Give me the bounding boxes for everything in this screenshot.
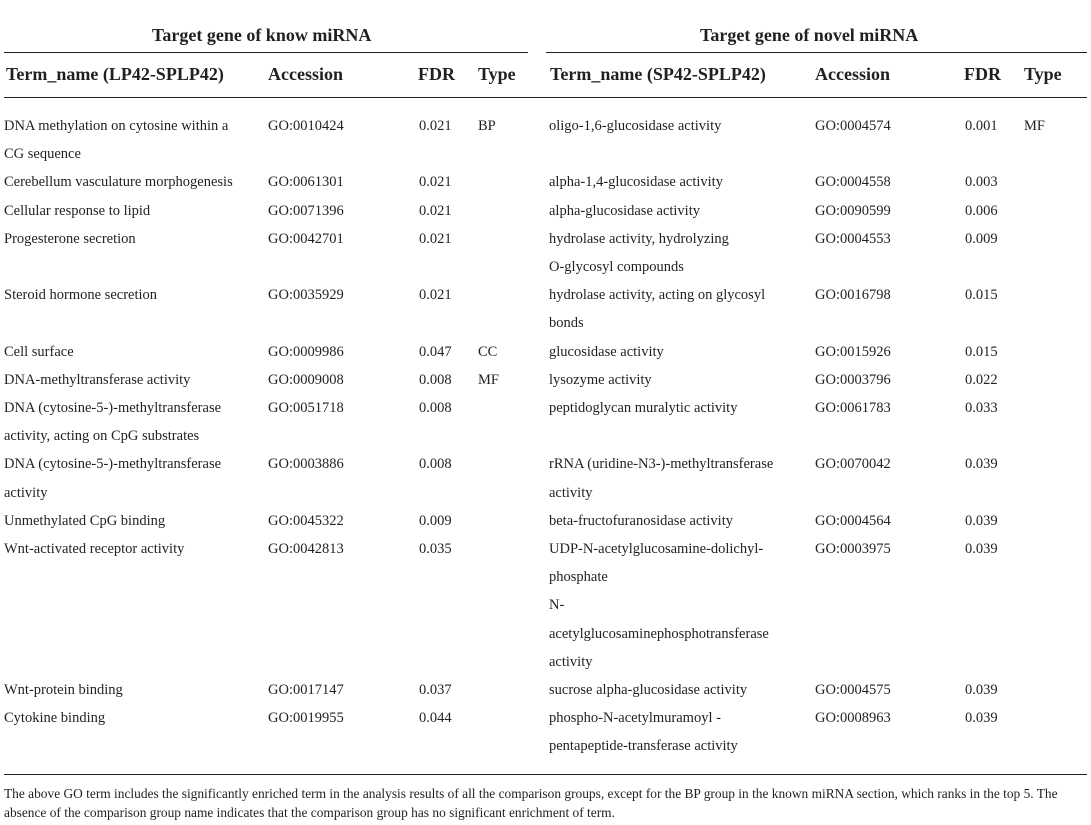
- cell-r-acc: GO:0061783: [815, 400, 891, 416]
- cell-l-fdr: 0.008: [419, 371, 452, 388]
- cell-l-acc: GO:0035929: [268, 287, 344, 304]
- cell-r-fdr: 0.003: [965, 174, 998, 191]
- cell-r-term: activity: [549, 484, 593, 501]
- cell-r-term: activity: [549, 653, 593, 670]
- cell-r-acc: GO:0008963: [815, 710, 891, 727]
- cell-l-fdr: 0.021: [419, 230, 452, 247]
- cell-r-term: phospho-N-acetylmuramoyl -: [549, 710, 721, 727]
- cell-r-fdr: 0.039: [965, 541, 998, 557]
- cell-l-term: DNA methylation on cytosine within a: [4, 118, 229, 134]
- cell-r-fdr: 0.039: [965, 512, 998, 529]
- cell-r-term: alpha-1,4-glucosidase activity: [549, 174, 723, 191]
- cell-r-acc: GO:0004558: [815, 174, 891, 191]
- cell-l-fdr: 0.021: [419, 118, 452, 134]
- cell-r-acc: GO:0016798: [815, 287, 891, 304]
- cell-r-term: oligo-1,6-glucosidase activity: [549, 118, 722, 134]
- cell-r-fdr: 0.039: [965, 710, 998, 727]
- cell-l-fdr: 0.021: [419, 174, 452, 191]
- cell-l-term: CG sequence: [4, 146, 81, 163]
- cell-r-acc: GO:0090599: [815, 202, 891, 219]
- cell-r-acc: GO:0070042: [815, 456, 891, 473]
- cell-l-acc: GO:0045322: [268, 512, 344, 529]
- cell-r-term: hydrolase activity, hydrolyzing: [549, 230, 729, 247]
- cell-l-fdr: 0.044: [419, 710, 452, 727]
- cell-r-term: hydrolase activity, acting on glycosyl: [549, 287, 766, 304]
- cell-l-term: DNA (cytosine-5-)-methyltransferase: [4, 400, 222, 416]
- cell-r-term: UDP-N-acetylglucosamine-dolichyl-: [549, 541, 764, 557]
- cell-r-term: alpha-glucosidase activity: [549, 202, 700, 219]
- cell-r-acc: GO:0004564: [815, 512, 891, 529]
- cell-r-term: glucosidase activity: [549, 343, 664, 360]
- cell-l-term: Cellular response to lipid: [4, 202, 151, 219]
- cell-l-term: Cytokine binding: [4, 710, 106, 727]
- group-title-known-mirna: Target gene of know miRNA: [152, 25, 372, 45]
- cell-r-fdr: 0.039: [965, 456, 998, 473]
- cell-r-fdr: 0.015: [965, 287, 998, 304]
- bottom-rule: [4, 774, 1087, 775]
- cell-l-term: Progesterone secretion: [4, 230, 136, 247]
- cell-r-fdr: 0.009: [965, 230, 998, 247]
- cell-l-term: DNA (cytosine-5-)-methyltransferase: [4, 456, 222, 473]
- cell-r-term: acetylglucosaminephosphotransferase: [549, 625, 769, 642]
- header-accession-left: Accession: [268, 64, 343, 84]
- cell-l-acc: GO:0042813: [268, 541, 344, 557]
- header-type-left: Type: [478, 64, 516, 84]
- group-rule-right: [546, 52, 1087, 53]
- cell-l-term: Wnt-activated receptor activity: [4, 541, 185, 557]
- cell-l-fdr: 0.021: [419, 287, 452, 304]
- cell-l-type: CC: [478, 343, 498, 360]
- header-type-right: Type: [1024, 64, 1062, 84]
- cell-r-term: pentapeptide-transferase activity: [549, 738, 738, 755]
- cell-r-acc: GO:0004574: [815, 118, 891, 134]
- cell-r-type: MF: [1024, 118, 1045, 134]
- cell-r-acc: GO:0004575: [815, 682, 891, 698]
- cell-l-type: BP: [478, 118, 496, 134]
- cell-l-fdr: 0.021: [419, 202, 452, 219]
- cell-r-acc: GO:0004553: [815, 230, 891, 247]
- cell-l-acc: GO:0010424: [268, 118, 344, 134]
- table-footnote: The above GO term includes the significantly enriched term in the analysis results of all the comparison groups, except for the BP group in the known miRNA section, which ranks in the top 5. The absence of the comparison group name indicates that the comparison group has no significant enrichment of term.: [4, 786, 1058, 820]
- cell-l-fdr: 0.008: [419, 400, 452, 416]
- cell-r-fdr: 0.001: [965, 118, 998, 134]
- cell-r-acc: GO:0003975: [815, 541, 891, 557]
- cell-r-term: lysozyme activity: [549, 371, 652, 388]
- cell-l-fdr: 0.047: [419, 343, 452, 360]
- cell-l-acc: GO:0051718: [268, 400, 344, 416]
- header-rule: [4, 97, 1087, 98]
- cell-r-term: bonds: [549, 315, 584, 332]
- cell-l-acc: GO:0042701: [268, 230, 344, 247]
- cell-l-type: MF: [478, 371, 499, 388]
- cell-l-acc: GO:0009008: [268, 371, 344, 388]
- cell-l-term: activity: [4, 484, 48, 501]
- cell-r-term: sucrose alpha-glucosidase activity: [549, 682, 748, 698]
- header-term-left: Term_name (LP42-SPLP42): [6, 64, 224, 84]
- group-rule-left: [4, 52, 528, 53]
- header-accession-right: Accession: [815, 64, 890, 84]
- cell-r-term: O-glycosyl compounds: [549, 259, 684, 275]
- cell-l-fdr: 0.037: [419, 682, 452, 698]
- cell-l-acc: GO:0061301: [268, 174, 344, 191]
- cell-r-fdr: 0.022: [965, 371, 998, 388]
- cell-l-acc: GO:0017147: [268, 682, 344, 698]
- cell-r-term: N-: [549, 597, 565, 614]
- cell-l-fdr: 0.035: [419, 541, 452, 557]
- header-fdr-right: FDR: [964, 64, 1001, 84]
- cell-l-acc: GO:0019955: [268, 710, 344, 727]
- group-title-novel-mirna: Target gene of novel miRNA: [700, 25, 919, 45]
- cell-r-term: rRNA (uridine-N3-)-methyltransferase: [549, 456, 774, 473]
- cell-l-acc: GO:0003886: [268, 456, 344, 473]
- cell-l-term: Unmethylated CpG binding: [4, 512, 166, 529]
- cell-r-fdr: 0.033: [965, 400, 998, 416]
- cell-l-fdr: 0.009: [419, 512, 452, 529]
- cell-l-term: Cell surface: [4, 343, 74, 360]
- cell-l-acc: GO:0009986: [268, 343, 344, 360]
- cell-r-acc: GO:0015926: [815, 343, 891, 360]
- cell-r-term: phosphate: [549, 569, 608, 586]
- cell-r-term: beta-fructofuranosidase activity: [549, 512, 733, 529]
- cell-l-term: Steroid hormone secretion: [4, 287, 158, 304]
- cell-l-acc: GO:0071396: [268, 202, 344, 219]
- cell-l-term: activity, acting on CpG substrates: [4, 428, 200, 445]
- cell-l-term: Wnt-protein binding: [4, 682, 123, 698]
- cell-r-acc: GO:0003796: [815, 371, 891, 388]
- cell-l-term: DNA-methyltransferase activity: [4, 371, 191, 388]
- cell-r-fdr: 0.006: [965, 202, 998, 219]
- cell-l-term: Cerebellum vasculature morphogenesis: [4, 174, 233, 191]
- header-fdr-left: FDR: [418, 64, 455, 84]
- cell-r-term: peptidoglycan muralytic activity: [549, 400, 738, 416]
- header-term-right: Term_name (SP42-SPLP42): [550, 64, 766, 84]
- cell-r-fdr: 0.015: [965, 343, 998, 360]
- cell-r-fdr: 0.039: [965, 682, 998, 698]
- cell-l-fdr: 0.008: [419, 456, 452, 473]
